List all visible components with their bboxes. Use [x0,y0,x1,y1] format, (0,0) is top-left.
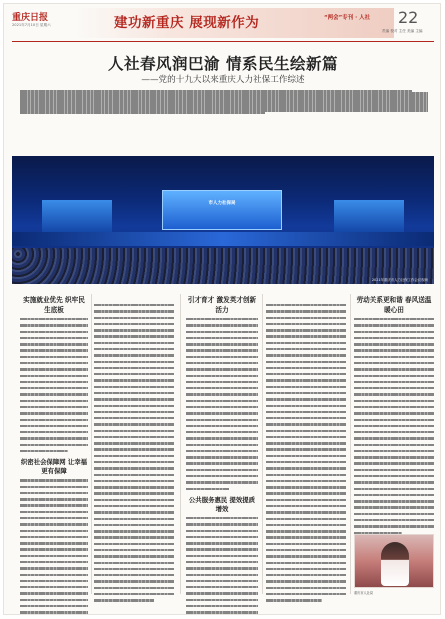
text-line [20,406,88,408]
page-header [4,4,441,42]
screen-text: 市人力社保局 [208,201,236,206]
text-line [20,530,88,532]
text-line [266,499,346,501]
text-line [354,506,434,508]
text-line [20,599,88,601]
text-line [354,381,434,383]
text-line [94,361,174,363]
text-line [94,530,174,532]
text-line [354,318,434,320]
text-line [94,486,174,488]
text-line [266,392,346,394]
text-line [186,368,258,370]
text-line [354,431,434,433]
text-line [186,481,258,483]
text-line [186,400,258,402]
text-line [20,574,88,576]
page-number: 22 [398,8,419,27]
text-line [20,349,88,351]
text-line [266,411,346,413]
text-line [20,536,88,538]
column-divider [262,294,263,594]
text-line [186,387,258,389]
text-line [186,548,258,550]
text-line [354,393,434,395]
text-line [94,574,174,576]
text-line [266,486,346,488]
text-line [94,461,174,463]
text-line [186,431,258,433]
text-line [354,343,434,345]
text-line [186,375,258,377]
text-line [94,323,174,325]
text-line [186,381,258,383]
person-figure [381,542,409,586]
text-line [186,462,258,464]
text-line [354,349,434,351]
text-line [266,442,346,444]
text-line [186,555,258,557]
text-line [186,561,258,563]
text-line [186,574,258,576]
text-line [20,393,88,395]
text-line [94,436,174,438]
text-line [20,486,88,488]
text-line [94,524,174,526]
text-line [266,518,346,520]
text-line [266,430,346,432]
text-line [186,337,258,339]
text-line [94,392,174,394]
text-line [20,368,88,370]
text-line [186,362,258,364]
text-line [186,611,258,613]
text-line [354,387,434,389]
text-line [20,318,88,320]
text-line [354,500,434,502]
text-line [266,467,346,469]
text-line [186,425,258,427]
text-line [186,580,258,582]
text-line [20,381,88,383]
text-line [20,400,88,402]
text-line [266,549,346,551]
text-line [266,398,346,400]
text-line [94,599,154,601]
text-line [186,406,258,408]
text-line [186,523,258,525]
text-line [266,587,346,589]
text-line [94,562,174,564]
text-line [354,475,434,477]
text-line [186,412,258,414]
text-line [186,450,258,452]
main-screen [162,190,282,230]
text-line [94,492,174,494]
text-line [354,324,434,326]
text-line [94,511,174,513]
text-line [20,431,88,433]
section-title-labor-relations: 劳动关系更和谐 春风送温暖心田 [356,296,432,314]
text-line [94,474,174,476]
text-line [20,580,88,582]
text-line [266,511,346,513]
text-line [266,474,346,476]
text-line [94,442,174,444]
text-line [20,605,88,607]
text-line [94,342,174,344]
text-line [20,425,88,427]
text-line [94,379,174,381]
text-line [186,567,258,569]
column-divider [350,294,351,594]
text-line [20,479,88,481]
text-line [354,494,434,496]
text-line [266,555,346,557]
text-line [266,461,346,463]
text-line [186,356,258,358]
text-line [266,536,346,538]
text-line [266,379,346,381]
text-line [266,361,346,363]
text-line [266,505,346,507]
stage [12,232,434,246]
text-line [186,437,258,439]
text-line [94,543,174,545]
masthead-date: 2021年7月10日 星期六 [12,23,51,27]
text-line [266,348,346,350]
text-line [266,448,346,450]
text-line [266,323,346,325]
text-line [266,580,346,582]
text-line [354,525,434,527]
headline: 人社春风润巴渝 情系民生绘新篇 [108,55,338,73]
text-line [266,543,346,545]
text-line [266,317,346,319]
column-divider [91,294,92,594]
text-line [94,587,174,589]
text-line [186,456,258,458]
text-line [20,586,88,588]
text-line [20,592,88,594]
text-line [94,367,174,369]
text-line [94,549,174,551]
text-line [186,599,258,601]
text-line [94,593,174,595]
text-line [354,412,434,414]
column-a [20,294,88,615]
text-line [20,523,88,525]
column-c [186,294,258,615]
text-line [354,356,434,358]
text-line [186,586,258,588]
right-screen [334,200,404,232]
text-line [20,362,88,364]
text-line [20,337,88,339]
text-line [20,331,88,333]
text-line [266,386,346,388]
text-line [20,567,88,569]
text-line [266,342,346,344]
text-line [20,112,265,114]
text-line [94,411,174,413]
section-title-employment: 实施就业优先 织牢民生底板 [23,296,85,314]
text-line [20,450,68,452]
text-line [266,574,346,576]
text-line [94,405,174,407]
text-line [354,456,434,458]
text-line [266,593,346,595]
text-line [266,373,346,375]
photo-caption: 2021年重庆市人力社保工作会议现场 [371,278,428,282]
text-line [20,498,88,500]
text-line [186,469,258,471]
text-line [94,448,174,450]
text-line [186,475,258,477]
text-line [354,444,434,446]
text-line [266,367,346,369]
text-line [354,425,434,427]
column-b [94,294,174,606]
text-line [20,542,88,544]
text-line [94,348,174,350]
text-line [266,480,346,482]
column-d [266,294,346,606]
text-line [20,356,88,358]
text-line [20,511,88,513]
section-title-talent: 引才育才 激发英才创新活力 [187,296,257,314]
text-line [186,331,258,333]
header-rule [12,41,434,42]
section-title-public-service: 公共服务惠民 提效提质增效 [188,495,256,513]
text-line [266,405,346,407]
text-line [94,455,174,457]
column-e [354,294,434,538]
text-line [94,580,174,582]
text-line [354,437,434,439]
text-line [94,555,174,557]
text-line [266,530,346,532]
sub-headline: ——党的十九大以来重庆人力社保工作综述 [141,75,305,85]
text-line [354,462,434,464]
text-line [94,480,174,482]
text-line [20,437,88,439]
text-line [266,304,346,306]
text-line [266,335,346,337]
text-line [266,436,346,438]
masthead: 重庆日报 [12,13,49,23]
banner-badge: “两会”专刊 · 人社 [324,15,371,21]
text-line [186,444,258,446]
text-line [186,488,229,490]
text-line [354,488,434,490]
text-line [94,536,174,538]
text-line [186,419,258,421]
text-line [266,329,346,331]
text-line [94,518,174,520]
text-line [20,561,88,563]
text-line [266,354,346,356]
text-line [20,419,88,421]
text-line [266,417,346,419]
intro-text-block [20,90,428,114]
section-title-social-security: 织密社会保障网 让幸福更有保障 [20,458,88,476]
audience [12,248,434,284]
text-line [354,469,434,471]
text-line [186,343,258,345]
text-line [94,310,174,312]
text-line [94,568,174,570]
text-line [354,375,434,377]
text-line [186,318,258,320]
text-line [186,530,258,532]
text-line [94,423,174,425]
column-divider [180,294,181,594]
text-line [354,362,434,364]
text-line [354,337,434,339]
text-line [266,455,346,457]
text-line [266,568,346,570]
text-line [354,481,434,483]
text-line [20,555,88,557]
text-line [266,562,346,564]
newspaper-page [3,3,441,615]
text-line [20,375,88,377]
text-line [94,467,174,469]
text-line [94,505,174,507]
text-line [354,400,434,402]
text-line [94,417,174,419]
text-line [20,324,88,326]
text-line [94,386,174,388]
text-line [94,304,174,306]
text-line [94,317,174,319]
page-editors: 责编 校对 主任 美编 主编 [382,29,423,33]
text-line [354,450,434,452]
text-line [354,419,434,421]
text-line [354,406,434,408]
text-line [20,412,88,414]
text-line [266,599,322,601]
text-line [94,373,174,375]
text-line [20,504,88,506]
text-line [354,519,434,521]
text-line [94,335,174,337]
text-line [20,444,88,446]
text-line [266,310,346,312]
text-line [354,368,434,370]
text-line [94,499,174,501]
conference-photo [12,156,434,284]
left-screen [42,200,112,232]
text-line [20,387,88,389]
text-line [186,517,258,519]
text-line [20,548,88,550]
portrait-photo [354,534,434,588]
text-line [186,592,258,594]
text-line [354,513,434,515]
text-line [20,517,88,519]
portrait-caption: 重庆市人社局 [354,591,374,595]
text-line [94,430,174,432]
text-line [186,393,258,395]
text-line [20,611,88,613]
text-line [186,605,258,607]
text-line [94,329,174,331]
banner-title: 建功新重庆 展现新作为 [114,15,260,31]
text-line [186,324,258,326]
text-line [266,492,346,494]
text-line [94,398,174,400]
text-line [266,423,346,425]
text-line [186,349,258,351]
text-line [20,343,88,345]
text-line [266,524,346,526]
text-line [354,331,434,333]
text-line [94,354,174,356]
text-line [186,536,258,538]
text-line [20,492,88,494]
text-line [186,542,258,544]
